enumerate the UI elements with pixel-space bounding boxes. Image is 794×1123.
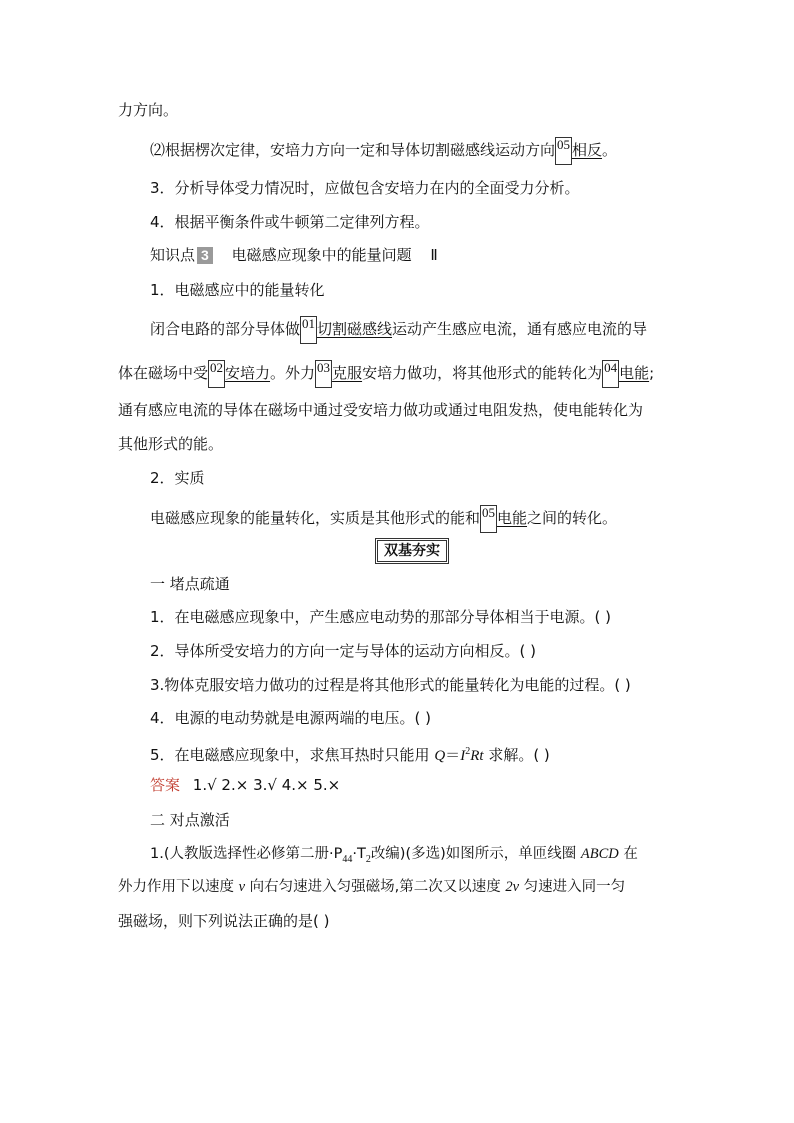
text-line: 3．分析导体受力情况时，应做包含安培力在内的全面受力分析。 xyxy=(150,179,580,197)
question-item: 1．在电磁感应现象中，产生感应电动势的那部分导体相当于电源。( ) xyxy=(150,608,612,626)
text-segment: 之间的转化。 xyxy=(527,509,618,527)
velocity-symbol: 2v xyxy=(505,879,520,895)
text-segment: ·T xyxy=(352,846,366,862)
formula-q: Q xyxy=(434,748,446,764)
problem-line xyxy=(118,877,625,897)
answer-number-box: 01 xyxy=(300,316,317,344)
answer-label: 答案 xyxy=(150,776,181,794)
answer-number-box: 05 xyxy=(555,137,572,165)
text-segment: 在 xyxy=(623,846,638,862)
text-segment: 体在磁场中受 xyxy=(118,364,209,382)
text-segment: 闭合电路的部分导体做 xyxy=(150,320,301,338)
answer-blank: 电能 xyxy=(497,509,528,527)
text-segment: 外力作用下以速度 xyxy=(118,879,234,895)
formula-i: I xyxy=(460,748,466,764)
coil-label: ABCD xyxy=(580,846,619,862)
text-segment: 向右匀速进入匀强磁场,第二次又以速度 xyxy=(249,879,501,895)
answer-number-box: 05 xyxy=(480,505,497,533)
text-segment: ⑵根据楞次定律，安培力方向一定和导体切割磁感线运动方向 xyxy=(150,141,556,159)
text-line xyxy=(150,316,647,344)
answer-number-box: 02 xyxy=(208,360,225,388)
answer-text: 1.√ 2.× 3.√ 4.× 5.× xyxy=(192,776,341,794)
subscript: 44 xyxy=(342,853,353,865)
part-heading: 二 对点激活 xyxy=(150,811,230,829)
topic-label: 知识点 xyxy=(150,246,196,264)
formula-superscript: 2 xyxy=(465,746,471,757)
text-line xyxy=(118,360,654,388)
text-line: 通有感应电流的导体在磁场中通过受安培力做功或通过电阻发热，使电能转化为 xyxy=(118,401,644,419)
text-segment: 。外力 xyxy=(270,364,316,382)
text-segment: 安培力做功，将其他形式的能转化为 xyxy=(362,364,603,382)
subscript: 2 xyxy=(365,853,371,865)
text-segment: 5．在电磁感应现象中，求焦耳热时只能用 xyxy=(150,746,430,764)
velocity-symbol: v xyxy=(238,879,246,895)
text-segment: 1.(人教版选择性必修第二册·P xyxy=(150,846,343,862)
text-segment: 求解。( ) xyxy=(488,746,550,764)
part-heading: 一 堵点疏通 xyxy=(150,575,230,593)
text-line: 其他形式的能。 xyxy=(118,435,224,453)
subsection-title: 2．实质 xyxy=(150,469,205,487)
text-segment: 电磁感应现象的能量转化，实质是其他形式的能和 xyxy=(150,509,481,527)
topic-level: Ⅱ xyxy=(430,248,438,264)
text-segment: 。 xyxy=(602,141,618,159)
question-item: 3.物体克服安培力做功的过程是将其他形式的能量转化为电能的过程。( ) xyxy=(150,676,631,694)
formula-equals: ＝ xyxy=(445,746,461,764)
answer-blank: 相反 xyxy=(572,141,603,159)
section-title-box: 双基夯实 xyxy=(377,540,447,562)
question-item: 2．导体所受安培力的方向一定与导体的运动方向相反。( ) xyxy=(150,642,537,660)
problem-line: 强磁场，则下列说法正确的是( ) xyxy=(118,912,330,930)
answer-blank: 切割磁感线 xyxy=(317,320,393,338)
answer-blank: 克服 xyxy=(332,364,363,382)
answer-line xyxy=(150,775,340,795)
topic-number-badge: 3 xyxy=(197,247,213,264)
topic-heading xyxy=(150,245,438,266)
text-segment: 运动产生感应电流，通有感应电流的导 xyxy=(392,320,648,338)
subsection-title: 1．电磁感应中的能量转化 xyxy=(150,281,325,299)
text-line xyxy=(150,505,617,533)
question-item: 4．电源的电动势就是电源两端的电压。( ) xyxy=(150,709,432,727)
problem-line xyxy=(150,844,638,870)
topic-title: 电磁感应现象中的能量问题 xyxy=(231,246,412,264)
text-segment: 改编)(多选)如图所示，单匝线圈 xyxy=(370,846,577,862)
text-segment: ; xyxy=(649,364,655,382)
text-line: 力方向。 xyxy=(118,101,179,119)
text-segment: 匀速进入同一匀 xyxy=(523,879,626,895)
text-line xyxy=(150,137,617,165)
answer-blank: 安培力 xyxy=(225,364,271,382)
answer-number-box: 03 xyxy=(315,360,332,388)
question-item xyxy=(150,742,550,766)
answer-blank: 电能 xyxy=(619,364,650,382)
answer-number-box: 04 xyxy=(602,360,619,388)
text-line: 4．根据平衡条件或牛顿第二定律列方程。 xyxy=(150,213,430,231)
formula-rt: Rt xyxy=(470,748,484,764)
